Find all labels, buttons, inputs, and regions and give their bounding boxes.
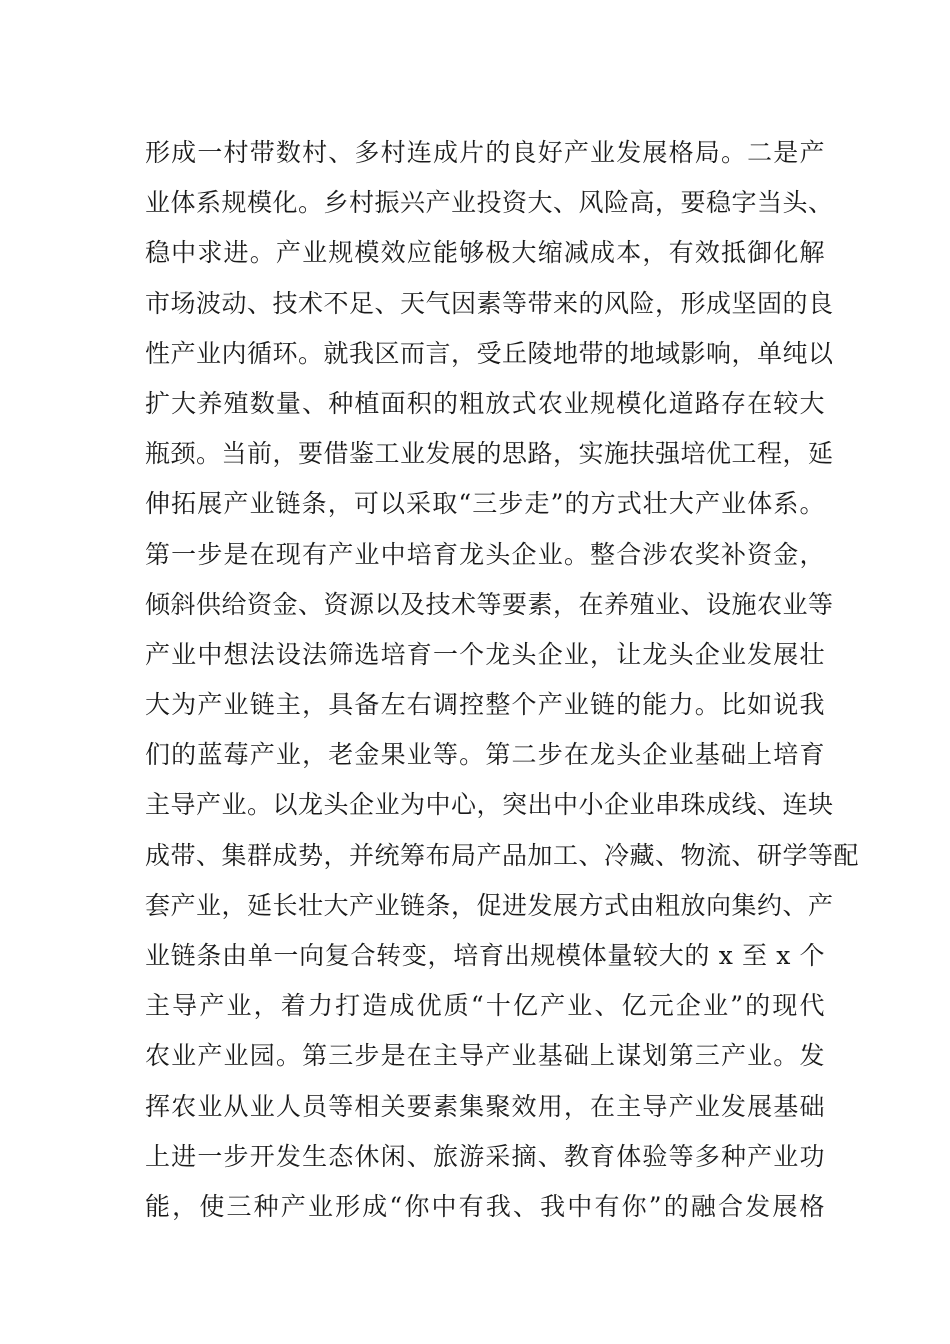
text-line: 第一步是在现有产业中培育龙头企业。整合涉农奖补资金，	[145, 539, 825, 569]
text-line: 业体系规模化。乡村振兴产业投资大、风险高，要稳字当头、	[145, 188, 834, 218]
text-line: 市场波动、技术不足、天气因素等带来的风险，形成坚固的良	[145, 288, 834, 318]
text-line: 倾斜供给资金、资源以及技术等要素，在养殖业、设施农业等	[145, 589, 834, 619]
text-line: 们的蓝莓产业，老金果业等。第二步在龙头企业基础上培育	[145, 740, 825, 770]
text-line: 稳中求进。产业规模效应能够极大缩减成本，有效抵御化解	[145, 238, 825, 268]
text-line: 大为产业链主，具备左右调控整个产业链的能力。比如说我	[145, 690, 825, 720]
text-line: 成带、集群成势，并统筹布局产品加工、冷藏、物流、研学等配	[145, 840, 860, 870]
text-line: 伸拓展产业链条，可以采取“三步走”的方式壮大产业体系。	[145, 489, 825, 519]
text-line: 农业产业园。第三步是在主导产业基础上谋划第三产业。发	[145, 1041, 825, 1071]
text-line: 性产业内循环。就我区而言，受丘陵地带的地域影响，单纯以	[145, 338, 834, 368]
text-line: 业链条由单一向复合转变，培育出规模体量较大的 x 至 x 个	[145, 941, 825, 970]
text-line: 能，使三种产业形成“你中有我、我中有你”的融合发展格	[145, 1191, 825, 1221]
body-paragraph	[145, 128, 860, 1232]
text-line: 瓶颈。当前，要借鉴工业发展的思路，实施扶强培优工程，延	[145, 439, 834, 469]
text-line: 形成一村带数村、多村连成片的良好产业发展格局。二是产	[145, 138, 825, 167]
text-line: 上进一步开发生态休闲、旅游采摘、教育体验等多种产业功	[145, 1141, 825, 1171]
text-line: 主导产业，着力打造成优质“十亿产业、亿元企业”的现代	[145, 991, 825, 1021]
text-line: 扩大养殖数量、种植面积的粗放式农业规模化道路存在较大	[145, 388, 825, 418]
text-line: 套产业，延长壮大产业链条，促进发展方式由粗放向集约、产	[145, 890, 834, 920]
text-line: 挥农业从业人员等相关要素集聚效用，在主导产业发展基础	[145, 1091, 825, 1121]
text-line: 主导产业。以龙头企业为中心，突出中小企业串珠成线、连块	[145, 790, 834, 820]
text-line: 产业中想法设法筛选培育一个龙头企业，让龙头企业发展壮	[145, 639, 825, 669]
